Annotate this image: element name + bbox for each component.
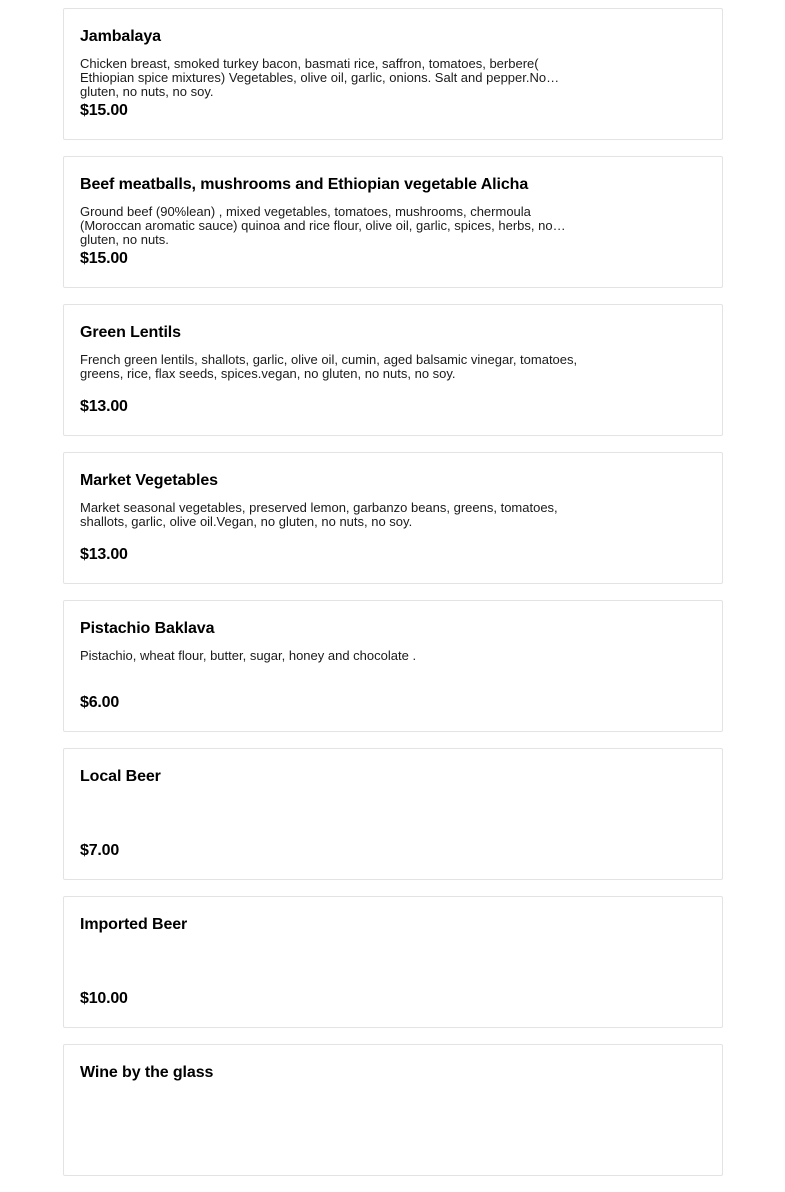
- menu-item-name: Local Beer: [80, 768, 161, 785]
- menu-item-description: Chicken breast, smoked turkey bacon, basmati rice, saffron, tomatoes, berbere( Ethiopian spice mixtures) Vegetables, olive oil, garlic, onions. Salt and pepper.No gluten, no nuts, no soy.: [80, 56, 547, 99]
- menu-item-card-market-vegetables[interactable]: [63, 452, 723, 584]
- menu-item-price: $15.00: [80, 102, 128, 119]
- menu-item-name: Market Vegetables: [80, 472, 218, 489]
- menu-item-description: Pistachio, wheat flour, butter, sugar, honey and chocolate .: [80, 648, 417, 663]
- menu-item-card-pistachio-baklava[interactable]: [63, 600, 723, 732]
- menu-item-card-local-beer[interactable]: [63, 748, 723, 880]
- menu-item-price: $6.00: [80, 694, 120, 711]
- menu-item-card-green-lentils[interactable]: [63, 304, 723, 436]
- menu-item-card-jambalaya[interactable]: [63, 8, 723, 140]
- menu-item-price: $15.00: [80, 250, 128, 267]
- menu-item-description: Market seasonal vegetables, preserved lemon, garbanzo beans, greens, tomatoes, shallots, garlic, olive oil.Vegan, no gluten, no nuts, no soy.: [80, 500, 558, 529]
- menu-item-card-beef-meatballs[interactable]: [63, 156, 723, 288]
- menu-item-card-imported-beer[interactable]: [63, 896, 723, 1028]
- menu-item-name: Imported Beer: [80, 916, 188, 933]
- menu-item-name: Wine by the glass: [80, 1064, 214, 1081]
- menu-item-description: French green lentils, shallots, garlic, olive oil, cumin, aged balsamic vinegar, tomatoes, greens, rice, flax seeds, spices.vegan, no gluten, no nuts, no soy.: [80, 352, 578, 381]
- menu-item-price: $13.00: [80, 398, 128, 415]
- menu-item-name: Green Lentils: [80, 324, 181, 341]
- menu-item-list: [63, 8, 723, 1192]
- menu-item-card-wine-by-the-glass[interactable]: [63, 1044, 723, 1176]
- menu-item-price: $10.00: [80, 990, 128, 1007]
- menu-item-description: Ground beef (90%lean) , mixed vegetables, tomatoes, mushrooms, chermoula (Moroccan aromatic sauce) quinoa and rice flour, olive oil, garlic, spices, herbs, no gluten, no nuts.: [80, 204, 553, 247]
- menu-item-price: $13.00: [80, 546, 128, 563]
- menu-item-name: Pistachio Baklava: [80, 620, 215, 637]
- menu-item-price: $7.00: [80, 842, 120, 859]
- menu-item-name: Jambalaya: [80, 28, 161, 45]
- menu-item-name: Beef meatballs, mushrooms and Ethiopian vegetable Alicha: [80, 176, 529, 193]
